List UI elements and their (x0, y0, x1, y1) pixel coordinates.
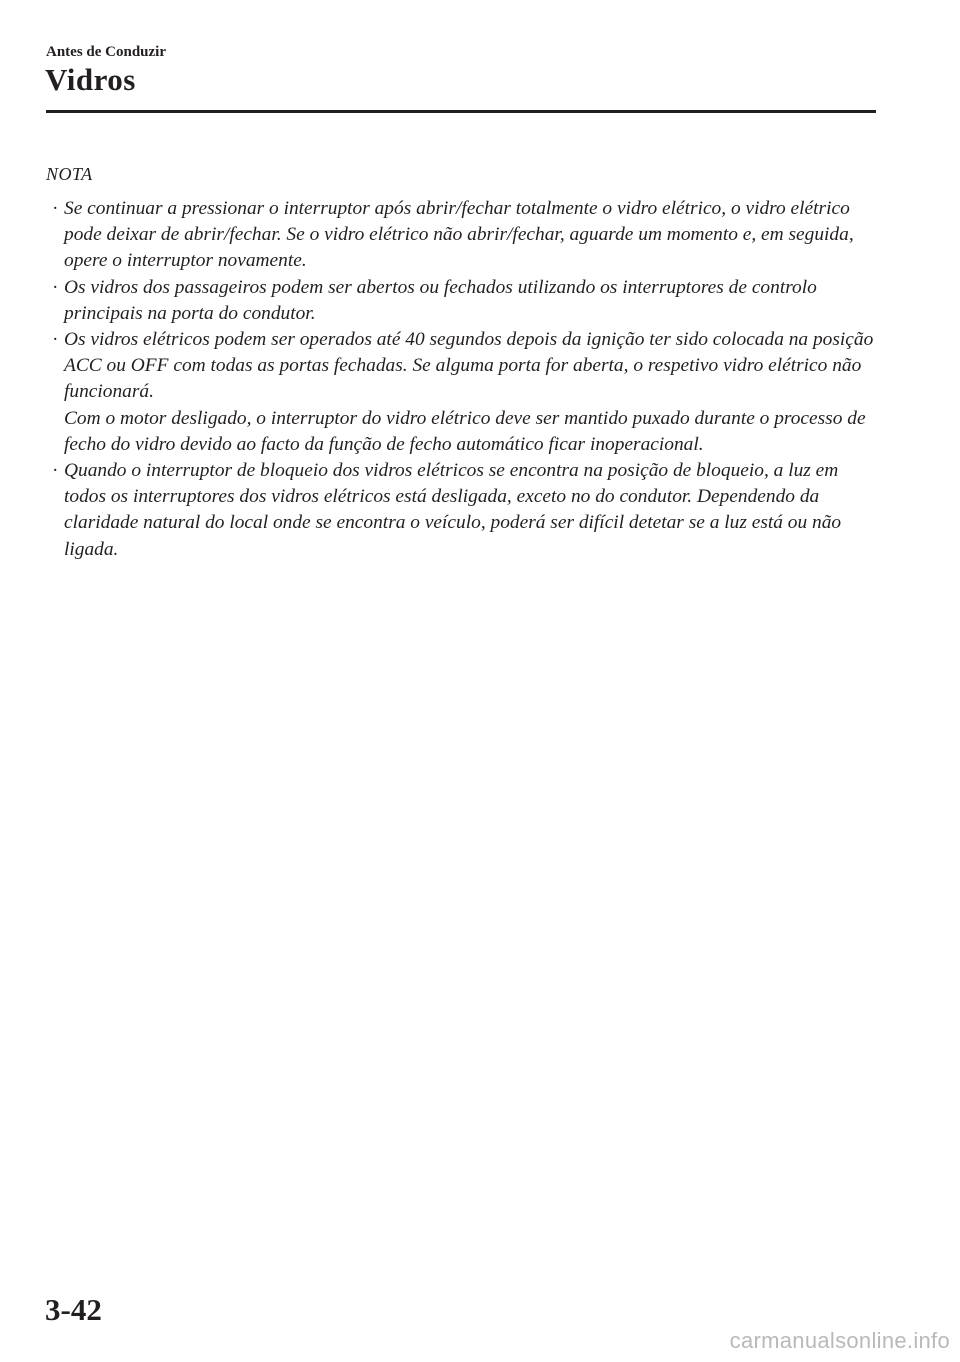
note-item (46, 196, 876, 275)
watermark: carmanualsonline.info (729, 1328, 950, 1353)
note-item (46, 327, 876, 458)
bullet-icon: · (52, 276, 59, 298)
chapter-label: Antes de Conduzir (46, 44, 167, 60)
bullet-icon: · (52, 198, 59, 219)
note-paragraph: Os vidros elétricos podem ser operados até 40 segundos depois da ignição ter sido colocada na posição ACC ou OFF com todas as portas fechadas. Se alguma porta for aberta, o respetivo vidro elétrico não funcionará. (64, 329, 874, 403)
bullet-icon: · (52, 460, 59, 482)
note-heading: NOTA (46, 164, 93, 184)
note-list (46, 196, 876, 563)
note-item (46, 458, 876, 563)
header-rule (46, 110, 876, 113)
note-paragraph: Quando o interruptor de bloqueio dos vidros elétricos se encontra na posição de bloqueio, a luz em todos os interruptores dos vidros elétricos está desligada, exceto no do condutor. Dependendo da claridade natural do local onde se encontra o veículo, poderá ser difícil detetar se a luz está ou não ligada. (64, 460, 842, 560)
note-item (46, 275, 876, 327)
page-number: 3-42 (45, 1292, 102, 1327)
bullet-icon: · (52, 329, 59, 351)
note-paragraph: Se continuar a pressionar o interruptor após abrir/fechar totalmente o vidro elétrico, o vidro elétrico pode deixar de abrir/fechar. Se o vidro elétrico não abrir/fechar, aguarde um momento e, em seguida, opere o interruptor novamente. (64, 198, 854, 272)
note-paragraph: Os vidros dos passageiros podem ser abertos ou fechados utilizando os interruptores de controlo principais na porta do condutor. (64, 276, 817, 324)
note-paragraph: Com o motor desligado, o interruptor do vidro elétrico deve ser mantido puxado durante o processo de fecho do vidro devido ao facto da função de fecho automático ficar inoperacional. (64, 407, 866, 455)
section-title: Vidros (45, 62, 136, 97)
